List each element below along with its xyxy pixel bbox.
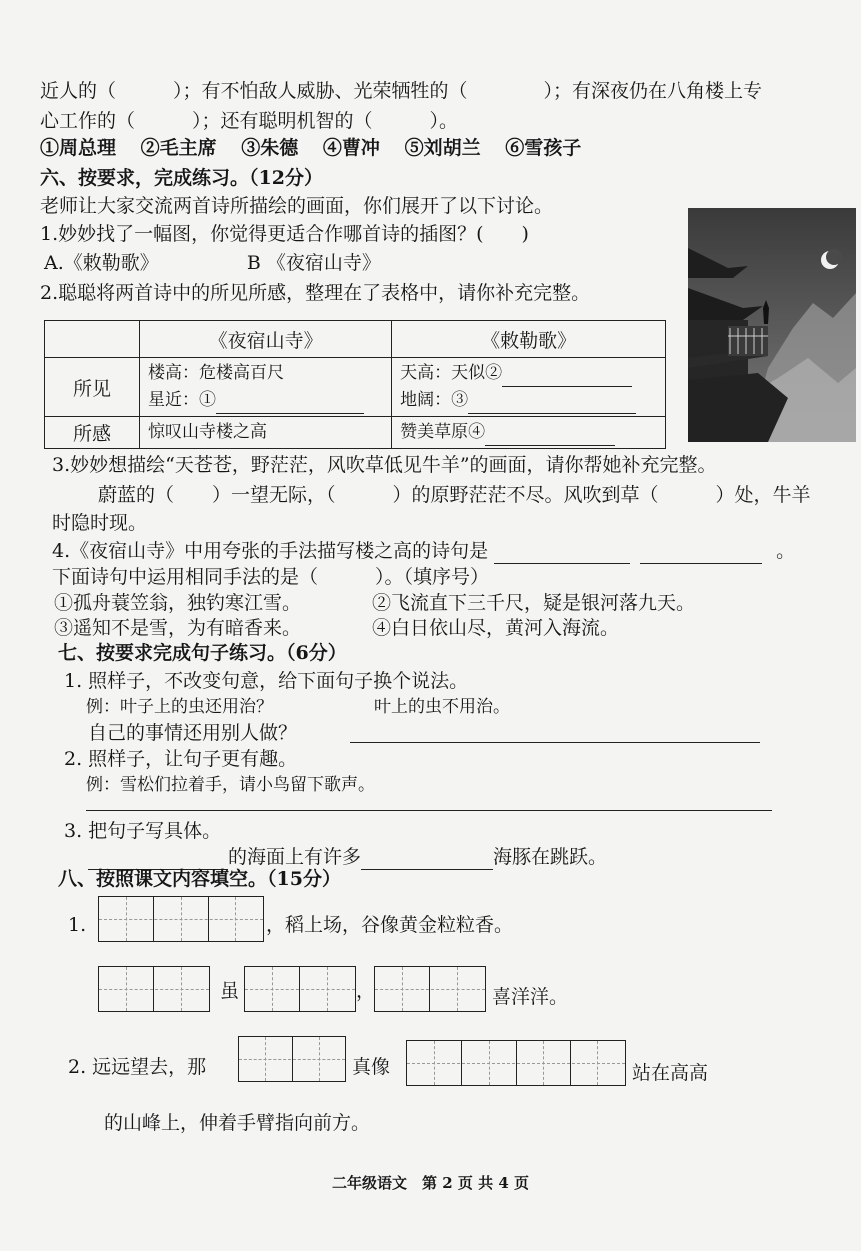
q8-1-mid: 虽 <box>220 980 240 1002</box>
section-6-q1-options <box>44 250 381 276</box>
table-header-col1: 《夜宿山寺》 <box>140 321 392 358</box>
q1-answer-line[interactable] <box>350 722 760 743</box>
section-6-title: 六、按要求，完成练习。（12分） <box>40 167 323 189</box>
blank-4[interactable] <box>485 425 615 446</box>
q8-1-comma: ， <box>356 980 376 1002</box>
section-7-q1: 1. 照样子，不改变句意，给下面句子换个说法。 <box>64 670 469 692</box>
section-8-title: 八、按照课文内容填空。（15分） <box>58 868 341 890</box>
q4-option-3: ③遥知不是雪，为有暗香来。 <box>54 617 302 639</box>
char-grid-4[interactable] <box>374 966 486 1012</box>
q4-period: 。 <box>776 540 796 562</box>
table-header-col2: 《敕勒歌》 <box>392 321 666 358</box>
q8-1-text: ，稻上场，谷像黄金粒粒香。 <box>266 914 514 936</box>
options-row <box>40 135 581 161</box>
poem-table <box>44 320 666 449</box>
option-3: ③朱德 <box>241 137 299 159</box>
section-6-q4-line2: 下面诗句中运用相同手法的是（ ）。（填序号） <box>52 566 490 588</box>
option-2: ②毛主席 <box>140 137 217 159</box>
q3-text-a: 的海面上有许多 <box>228 846 362 868</box>
q8-2-mid: 真像 <box>352 1056 391 1078</box>
q1-example-original: 例：叶子上的虫还用治？ <box>86 697 273 717</box>
q4-option-1: ①孤舟蓑笠翁，独钓寒江雪。 <box>54 592 302 614</box>
section-7-q1-example <box>86 694 510 720</box>
cell-seen-col2 <box>392 358 666 417</box>
q8-2-start: 2. 远远望去，那 <box>68 1056 207 1078</box>
section-6-q3-line3: 时隐时现。 <box>52 512 148 534</box>
q8-1-num: 1. <box>68 914 87 936</box>
section-7-q2-example: 例：雪松们拉着手，请小鸟留下歌声。 <box>86 775 375 795</box>
top-line-1: 近人的（ ）；有不怕敌人威胁、光荣牺牲的（ ）；有深夜仍在八角楼上专 <box>40 80 763 102</box>
felt-col1-text: 惊叹山寺楼之高 <box>148 422 267 442</box>
section-7-title: 七、按要求完成句子练习。（6分） <box>58 642 347 664</box>
felt-col2-line <box>400 419 657 446</box>
temple-night-illustration <box>688 208 856 442</box>
q1-task-text: 自己的事情还用别人做？ <box>88 722 298 744</box>
table-corner <box>45 321 140 358</box>
seen-col2-line2 <box>400 387 657 414</box>
q1-example-rewritten: 叶上的虫不用治。 <box>374 697 510 717</box>
option-1: ①周总理 <box>40 137 117 159</box>
q4-blank-b[interactable] <box>640 543 762 564</box>
option-6: ⑥雪孩子 <box>505 137 582 159</box>
section-6-q3: 3.妙妙想描绘“天苍苍，野茫茫，风吹草低见牛羊”的画面，请你帮她补充完整。 <box>52 454 717 476</box>
blank-1[interactable] <box>216 393 364 414</box>
q4-option-2: ②飞流直下三千尺，疑是银河落九天。 <box>372 592 696 614</box>
q3-text-b: 海豚在跳跃。 <box>493 846 608 868</box>
blank-3[interactable] <box>468 393 636 414</box>
section-7-q2: 2. 照样子，让句子更有趣。 <box>64 748 298 770</box>
cell-seen-col1 <box>140 358 392 417</box>
star-near-label: 星近：① <box>148 390 216 410</box>
char-grid-1[interactable] <box>98 896 264 942</box>
q4-option-4: ④白日依山尽，黄河入海流。 <box>372 617 620 639</box>
praise-label: 赞美草原④ <box>400 422 486 442</box>
char-grid-2[interactable] <box>98 966 210 1012</box>
char-grid-3[interactable] <box>244 966 356 1012</box>
char-grid-6[interactable] <box>406 1040 626 1086</box>
section-6-q3-line2: 蔚蓝的（ ）一望无际，（ ）的原野茫茫不尽。风吹到草（ ）处，牛羊 <box>98 484 811 506</box>
q4-options-row1 <box>54 590 696 616</box>
section-6-q2: 2.聪聪将两首诗中的所见所感，整理在了表格中，请你补充完整。 <box>40 282 591 304</box>
row-head-seen: 所见 <box>45 358 140 417</box>
section-7-q1-task <box>88 720 297 746</box>
page-footer: 二年级语文 第 2 页 共 4 页 <box>332 1174 529 1192</box>
char-grid-5[interactable] <box>238 1036 346 1082</box>
q8-2-end: 站在高高 <box>632 1062 709 1084</box>
row-head-felt: 所感 <box>45 417 140 449</box>
option-4: ④曹冲 <box>322 137 380 159</box>
section-7-q3: 3. 把句子写具体。 <box>64 820 222 842</box>
seen-col2-line1 <box>400 360 657 387</box>
q8-1-end: 喜洋洋。 <box>492 986 569 1008</box>
section-6-q1: 1.妙妙找了一幅图，你觉得更适合作哪首诗的插图？( ) <box>40 223 529 245</box>
option-a: A.《敕勒歌》 <box>44 252 159 274</box>
land-wide-label: 地阔：③ <box>400 390 469 410</box>
section-6-intro: 老师让大家交流两首诗所描绘的画面，你们展开了以下讨论。 <box>40 195 554 217</box>
q4-blank-a[interactable] <box>494 543 630 564</box>
q4-text: 4.《夜宿山寺》中用夸张的手法描写楼之高的诗句是 <box>52 540 489 562</box>
sky-high-label: 天高：天似② <box>400 363 503 383</box>
cell-felt-col1 <box>140 417 392 449</box>
seen-col1-line1: 楼高：危楼高百尺 <box>148 363 284 383</box>
blank-2[interactable] <box>502 366 632 387</box>
seen-col1-line2 <box>148 387 383 414</box>
q4-options-row2 <box>54 615 620 641</box>
cell-felt-col2 <box>392 417 666 449</box>
pagoda-image <box>688 208 856 442</box>
option-b: B 《夜宿山寺》 <box>246 252 381 274</box>
q3-blank-b[interactable] <box>361 849 493 870</box>
option-5: ⑤刘胡兰 <box>404 137 481 159</box>
q8-2-line2: 的山峰上，伸着手臂指向前方。 <box>104 1112 371 1134</box>
top-line-2: 心工作的（ ）；还有聪明机智的（ ）。 <box>40 110 459 132</box>
q2-answer-line[interactable] <box>86 790 772 811</box>
section-6-q4 <box>52 538 795 564</box>
